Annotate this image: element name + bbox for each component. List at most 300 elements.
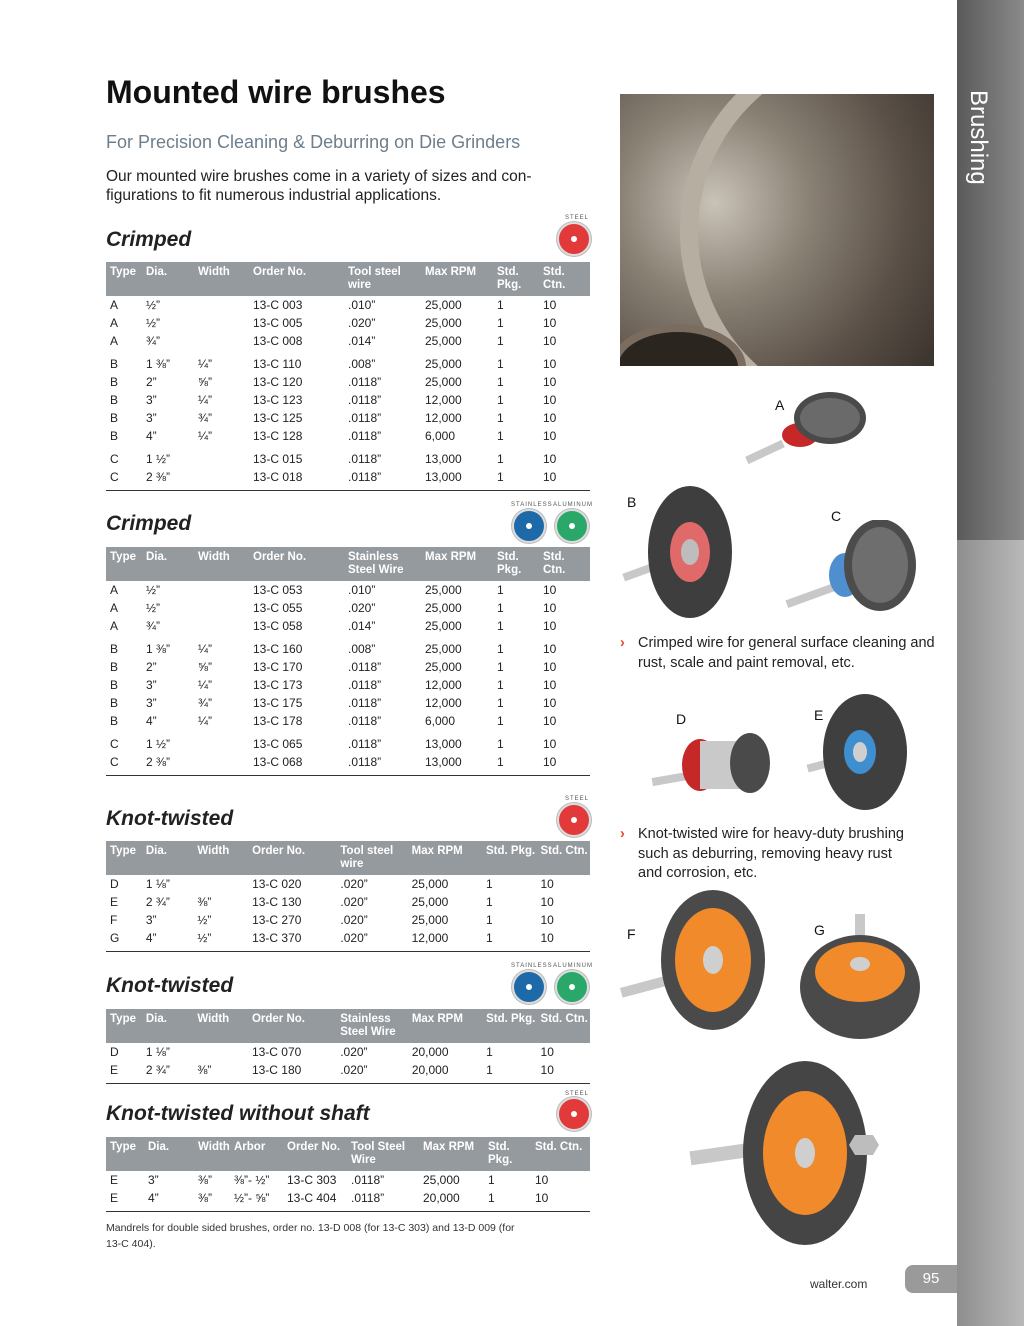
table-cell — [193, 875, 248, 893]
section-title-knot-steel: Knot-twisted — [106, 807, 234, 830]
table-header-cell: Max RPM — [419, 1137, 484, 1171]
table-cell: 2 ⅜” — [142, 468, 194, 491]
table-row — [106, 753, 590, 776]
section-tab — [962, 90, 992, 210]
table-cell: .0118” — [351, 1173, 385, 1187]
table-cell: 3” — [146, 411, 157, 425]
table-cell: C — [110, 452, 119, 466]
table-header-row — [106, 1009, 590, 1043]
table-cell: 2 ¾” — [142, 1061, 193, 1084]
table-cell: 13-C 170 — [253, 660, 303, 674]
table-cell: 10 — [536, 929, 590, 952]
table-header-cell: Std. Pkg. — [493, 547, 539, 581]
table-cell: 10 — [539, 468, 590, 491]
table-header-cell: Dia. — [142, 547, 194, 581]
brush-label-d: D — [676, 711, 687, 727]
table-row — [106, 581, 590, 599]
table-cell: 12,000 — [408, 929, 482, 952]
table-cell: 1 — [497, 298, 504, 312]
table-cell: 1 ⅜” — [146, 357, 171, 371]
table-cell: 10 — [543, 393, 557, 407]
table-header-row — [106, 841, 590, 875]
table-cell: E — [106, 1189, 144, 1212]
table-header-cell: Type — [106, 547, 142, 581]
table-cell: .010” — [348, 583, 376, 597]
table-header-cell: Max RPM — [421, 547, 493, 581]
table-cell: .020” — [348, 601, 376, 615]
table-cell: 1 — [497, 714, 504, 728]
table-cell: .0118” — [348, 393, 382, 407]
table-cell: 13-C 130 — [252, 895, 302, 909]
brush-c-image — [780, 520, 920, 620]
table-header-cell: Max RPM — [408, 841, 482, 875]
photo-weld-arc — [680, 94, 934, 366]
table-cell: 4” — [144, 1189, 194, 1212]
table-cell: ½”- ⅝” — [230, 1189, 283, 1212]
brush-label-f: F — [627, 926, 636, 942]
table-cell: 1 — [484, 1189, 531, 1212]
table-header-cell: Order No. — [283, 1137, 347, 1171]
table-cell: 10 — [543, 696, 557, 710]
table-cell: 3” — [146, 678, 157, 692]
page-subtitle: For Precision Cleaning & Deburring on Die Grinders — [106, 132, 521, 152]
table-cell: 12,000 — [425, 678, 462, 692]
spec-table-knot-without-shaft — [106, 1137, 590, 1212]
table-cell: .020” — [340, 877, 368, 891]
table-cell: E — [106, 1061, 142, 1084]
table-cell: B — [110, 429, 119, 443]
table-cell: B — [110, 393, 119, 407]
table-cell: .008” — [348, 357, 376, 371]
table-cell: 6,000 — [425, 714, 456, 728]
mandrel-note: Mandrels for double sided brushes, order no. 13-D 008 (for 13-C 303) and 13-D 009 (for 13-C 404). — [106, 1222, 515, 1250]
table-cell: 1 — [493, 468, 539, 491]
table-header-cell: Stainless Steel Wire — [336, 1009, 408, 1043]
table-cell: E — [110, 1173, 119, 1187]
table-cell: 13-C 404 — [283, 1189, 347, 1212]
table-cell: 12,000 — [425, 411, 462, 425]
table-header-cell: Width — [193, 841, 248, 875]
table-cell: 10 — [535, 1173, 549, 1187]
table-cell: C — [106, 468, 142, 491]
table-row — [106, 658, 590, 676]
table-cell: .0118” — [348, 452, 382, 466]
table-cell: .020” — [336, 929, 407, 952]
table-cell: B — [110, 357, 119, 371]
sidebar-bottom — [957, 540, 1024, 1326]
table-row — [106, 391, 590, 409]
table-cell — [194, 617, 249, 635]
table-cell — [194, 753, 249, 776]
table-cell: 1 — [497, 375, 504, 389]
sidebar-top — [957, 0, 1024, 540]
table-cell: 13-C 003 — [253, 298, 303, 312]
table-cell: 13-C 020 — [252, 877, 302, 891]
brush-a-image — [735, 390, 870, 485]
table-cell: 20,000 — [419, 1189, 484, 1212]
table-cell: B — [110, 375, 119, 389]
table-cell — [194, 296, 249, 314]
table-cell: 25,000 — [425, 316, 462, 330]
table-cell: 13,000 — [425, 737, 462, 751]
table-cell: 10 — [543, 601, 557, 615]
table-cell: 2 ⅜” — [142, 753, 194, 776]
table-cell — [194, 730, 249, 753]
table-cell: ⅜” — [194, 1189, 230, 1212]
table-cell — [194, 468, 249, 491]
table-header-cell: Tool steel wire — [344, 262, 421, 296]
table-cell: 1 ⅛” — [145, 877, 170, 891]
table-cell: 13-C 270 — [252, 913, 302, 927]
table-row — [106, 730, 590, 753]
table-cell: 10 — [543, 678, 557, 692]
table-cell: D — [110, 877, 119, 891]
table-cell: 1 — [497, 452, 504, 466]
table-header-cell: Order No. — [248, 841, 336, 875]
table-cell: 13-C 005 — [253, 316, 303, 330]
brush-d-image — [650, 725, 775, 805]
table-cell: A — [110, 601, 119, 615]
table-cell: ¼” — [198, 429, 213, 443]
table-header-row — [106, 262, 590, 296]
table-header-cell: Dia. — [142, 841, 194, 875]
table-cell: .0118” — [348, 429, 382, 443]
table-header-cell: Std. Pkg. — [482, 1009, 536, 1043]
table-cell: ⅝” — [198, 375, 213, 389]
table-cell: 25,000 — [425, 334, 462, 348]
table-row — [106, 332, 590, 350]
table-cell: ⅝” — [198, 660, 213, 674]
table-cell: 10 — [543, 357, 557, 371]
table-cell: 25,000 — [425, 583, 462, 597]
table-header-cell: Width — [194, 262, 249, 296]
table-cell: 3” — [145, 913, 157, 927]
table-cell: 25,000 — [411, 913, 449, 927]
table-cell: 1 — [497, 737, 504, 751]
table-cell: 1 — [488, 1173, 495, 1187]
table-cell: 25,000 — [425, 357, 462, 371]
table-cell: A — [110, 334, 119, 348]
table-cell: 25,000 — [425, 601, 462, 615]
table-cell: 4” — [142, 929, 194, 952]
table-row — [106, 893, 590, 911]
table-header-cell: Type — [106, 1009, 142, 1043]
brush-without-shaft-image — [685, 1055, 885, 1255]
table-cell: ⅜” — [197, 895, 212, 909]
table-cell: 1 — [497, 696, 504, 710]
table-cell: .0118” — [348, 660, 382, 674]
spec-table-knot-steel — [106, 841, 590, 952]
section-label: Brushing — [965, 90, 992, 185]
table-cell: 10 — [543, 334, 557, 348]
table-cell: 25,000 — [411, 877, 449, 891]
table-cell: 13-C 125 — [253, 411, 303, 425]
table-cell: ⅜” — [193, 1061, 248, 1084]
table-row — [106, 712, 590, 730]
bullet-knot-twisted: › Knot-twisted wire for heavy-duty brushing such as deburring, removing heavy rust and corrosion, etc. — [620, 826, 904, 881]
table-cell: 13-C 173 — [253, 678, 303, 692]
spec-table-crimped-steel — [106, 262, 590, 491]
table-cell: 12,000 — [425, 393, 462, 407]
table-cell: 1 — [497, 429, 504, 443]
page-title: Mounted wire brushes — [106, 74, 446, 110]
table-cell: .0118” — [344, 753, 421, 776]
section-title-knot-without-shaft: Knot-twisted without shaft — [106, 1102, 370, 1125]
stainless-badge-icon — [512, 970, 546, 1004]
table-header-cell: Dia. — [142, 1009, 193, 1043]
table-header-cell: Width — [194, 547, 249, 581]
table-cell: 10 — [543, 642, 557, 656]
table-cell: 1 — [482, 1061, 536, 1084]
table-cell: .0118” — [348, 411, 382, 425]
table-cell: A — [110, 298, 119, 312]
table-cell: 10 — [543, 619, 557, 633]
table-cell: 1 — [497, 583, 504, 597]
table-header-cell: Width — [193, 1009, 248, 1043]
table-cell: 13-C 065 — [253, 737, 303, 751]
badge-label-stainless-2: STAINLESS — [511, 963, 553, 969]
table-cell: 13,000 — [421, 753, 493, 776]
table-row — [106, 1189, 590, 1212]
table-cell: 4” — [146, 429, 157, 443]
section-title-knot-stainless: Knot-twisted — [106, 974, 234, 997]
table-header-cell: Std. Ctn. — [531, 1137, 590, 1171]
aluminum-badge-icon — [555, 970, 589, 1004]
table-cell: 13-C 175 — [253, 696, 303, 710]
table-cell: ¾” — [198, 696, 213, 710]
table-cell: 13-C 128 — [253, 429, 303, 443]
table-cell: 4” — [146, 714, 157, 728]
table-cell: 1 — [497, 357, 504, 371]
table-cell: ¾” — [146, 619, 161, 633]
table-cell: 13-C 370 — [248, 929, 336, 952]
table-cell: 20,000 — [411, 1045, 449, 1059]
badge-label-aluminum: ALUMINUM — [553, 502, 594, 508]
table-cell: ½” — [146, 316, 161, 330]
table-cell: 10 — [543, 298, 557, 312]
table-cell: 1 ½” — [146, 737, 171, 751]
table-row — [106, 875, 590, 893]
table-cell: A — [110, 619, 119, 633]
table-header-cell: Type — [106, 262, 142, 296]
table-cell: ½” — [146, 601, 161, 615]
badge-label-steel-3: STEEL — [565, 1091, 590, 1097]
table-cell: 25,000 — [425, 375, 462, 389]
table-cell: 10 — [540, 913, 554, 927]
table-cell: 1 ⅛” — [145, 1045, 170, 1059]
table-cell: 1 — [493, 753, 539, 776]
table-cell: 13-C 120 — [253, 375, 303, 389]
brush-label-c: C — [831, 508, 842, 524]
table-header-cell: Std. Pkg. — [493, 262, 539, 296]
table-cell: 13-C 070 — [251, 1045, 302, 1059]
table-header-cell: Dia. — [142, 262, 194, 296]
table-header-cell: Std. Ctn. — [536, 841, 590, 875]
table-header-cell: Tool steel wire — [336, 841, 407, 875]
table-cell: 1 — [485, 877, 493, 891]
section-title-crimped-steel: Crimped — [106, 228, 192, 251]
table-row — [106, 929, 590, 952]
table-cell: 13-C 055 — [253, 601, 303, 615]
table-cell: B — [110, 411, 119, 425]
table-header-cell: Arbor — [230, 1137, 283, 1171]
table-cell: ¼” — [198, 714, 213, 728]
spec-table-crimped-stainless — [106, 547, 590, 776]
chevron-right-icon: › — [620, 635, 625, 651]
table-cell: C — [110, 737, 119, 751]
table-header-cell: Order No. — [249, 547, 344, 581]
table-cell: 25,000 — [425, 619, 462, 633]
table-cell: .008” — [348, 642, 376, 656]
table-cell: .0118” — [347, 1189, 419, 1212]
table-header-cell: Max RPM — [421, 262, 493, 296]
table-cell: 2” — [146, 660, 157, 674]
steel-badge-icon — [557, 803, 591, 837]
brush-label-a: A — [775, 397, 785, 413]
table-cell: 3” — [146, 696, 157, 710]
table-header-cell: Std. Pkg. — [482, 841, 537, 875]
table-header-cell: Type — [106, 1137, 144, 1171]
badge-label-steel-2: STEEL — [565, 796, 590, 802]
table-cell: 13-C 303 — [287, 1173, 337, 1187]
table-cell: 10 — [537, 1061, 590, 1084]
table-cell: 1 — [497, 660, 504, 674]
table-cell: D — [110, 1045, 119, 1059]
table-row — [106, 468, 590, 491]
table-cell: B — [110, 678, 119, 692]
table-row — [106, 635, 590, 658]
intro-text: Our mounted wire brushes come in a variety of sizes and con-figurations to fit numerous industrial applications. — [106, 168, 532, 204]
bullet-crimped: › Crimped wire for general surface cleaning and rust, scale and paint removal, etc. — [620, 635, 935, 671]
table-cell: 10 — [543, 660, 557, 674]
steel-badge-icon — [557, 222, 591, 256]
table-cell: 3” — [148, 1173, 159, 1187]
table-cell: 10 — [540, 895, 554, 909]
table-cell: 10 — [543, 714, 557, 728]
brush-f-image — [618, 888, 768, 1036]
table-row — [106, 617, 590, 635]
table-cell: .010” — [348, 298, 376, 312]
table-cell: 25,000 — [411, 895, 449, 909]
table-cell: 12,000 — [425, 696, 462, 710]
table-header-cell: Std. Ctn. — [539, 547, 590, 581]
brush-g-image — [795, 912, 925, 1042]
table-cell: .020” — [336, 1061, 408, 1084]
table-cell: E — [110, 895, 119, 909]
table-cell: 13-C 058 — [253, 619, 303, 633]
table-cell: .020” — [340, 1045, 368, 1059]
table-cell: ¼” — [198, 393, 213, 407]
table-header-cell: Stainless Steel Wire — [344, 547, 421, 581]
table-row — [106, 314, 590, 332]
table-cell: ½” — [146, 583, 161, 597]
table-header-cell: Max RPM — [408, 1009, 482, 1043]
table-cell: 25,000 — [425, 642, 462, 656]
table-header-cell: Type — [106, 841, 142, 875]
table-cell: ¾” — [146, 334, 161, 348]
table-cell: 13-C 123 — [253, 393, 303, 407]
table-header-cell: Order No. — [249, 262, 344, 296]
table-cell: 10 — [540, 877, 554, 891]
table-cell — [194, 445, 249, 468]
table-row — [106, 1171, 590, 1189]
badge-label-stainless: STAINLESS — [511, 502, 553, 508]
table-cell: .0118” — [348, 678, 382, 692]
table-cell: 1 — [497, 642, 504, 656]
aluminum-badge-icon — [555, 509, 589, 543]
table-row — [106, 911, 590, 929]
table-cell: ¼” — [198, 642, 213, 656]
table-cell: 13-C 178 — [253, 714, 303, 728]
table-cell: B — [110, 696, 119, 710]
table-cell: .014” — [348, 619, 376, 633]
table-cell: B — [110, 660, 119, 674]
table-cell: 10 — [540, 1045, 554, 1059]
table-cell: G — [106, 929, 142, 952]
table-cell: 1 — [486, 1045, 493, 1059]
table-cell: ½” — [197, 913, 212, 927]
table-cell: 20,000 — [408, 1061, 482, 1084]
table-cell — [194, 314, 249, 332]
website-link[interactable]: walter.com — [810, 1277, 868, 1291]
badge-label-aluminum-2: ALUMINUM — [553, 963, 594, 969]
table-header-cell: Std. Pkg. — [484, 1137, 531, 1171]
table-cell: 1 ½” — [146, 452, 171, 466]
table-header-cell: Std. Ctn. — [539, 262, 590, 296]
table-row — [106, 676, 590, 694]
table-cell: 1 — [497, 678, 504, 692]
brush-label-b: B — [627, 494, 637, 510]
table-cell: ¾” — [198, 411, 213, 425]
table-header-row — [106, 1137, 590, 1171]
table-cell: F — [110, 913, 118, 927]
table-cell: 13,000 — [421, 468, 493, 491]
table-cell: 1 — [497, 601, 504, 615]
table-header-cell: Width — [194, 1137, 230, 1171]
table-cell: .0118” — [348, 696, 382, 710]
table-cell: 3” — [146, 393, 157, 407]
table-cell: 1 — [497, 334, 504, 348]
badge-label-steel: STEEL — [565, 215, 590, 221]
table-cell: .0118” — [344, 468, 421, 491]
table-cell — [193, 1043, 248, 1061]
table-row — [106, 427, 590, 445]
table-cell: 10 — [543, 411, 557, 425]
table-cell: .014” — [348, 334, 376, 348]
table-cell: 13-C 053 — [253, 583, 303, 597]
table-header-cell: Dia. — [144, 1137, 194, 1171]
table-cell: 1 ⅜” — [146, 642, 171, 656]
table-cell: 1 — [482, 929, 537, 952]
table-cell: 13-C 180 — [248, 1061, 336, 1084]
application-photo — [620, 94, 934, 366]
table-cell: .020” — [340, 895, 368, 909]
table-cell: 10 — [543, 316, 557, 330]
table-cell: 25,000 — [423, 1173, 460, 1187]
table-cell: B — [110, 714, 119, 728]
table-cell: 13,000 — [425, 452, 462, 466]
table-row — [106, 1043, 590, 1061]
table-cell: .020” — [348, 316, 376, 330]
table-cell — [194, 581, 249, 599]
table-cell: B — [110, 642, 119, 656]
table-row — [106, 296, 590, 314]
table-cell: A — [110, 583, 119, 597]
table-cell: ½” — [193, 929, 248, 952]
table-cell: 25,000 — [425, 298, 462, 312]
table-header-row — [106, 547, 590, 581]
table-cell: ¼” — [198, 678, 213, 692]
